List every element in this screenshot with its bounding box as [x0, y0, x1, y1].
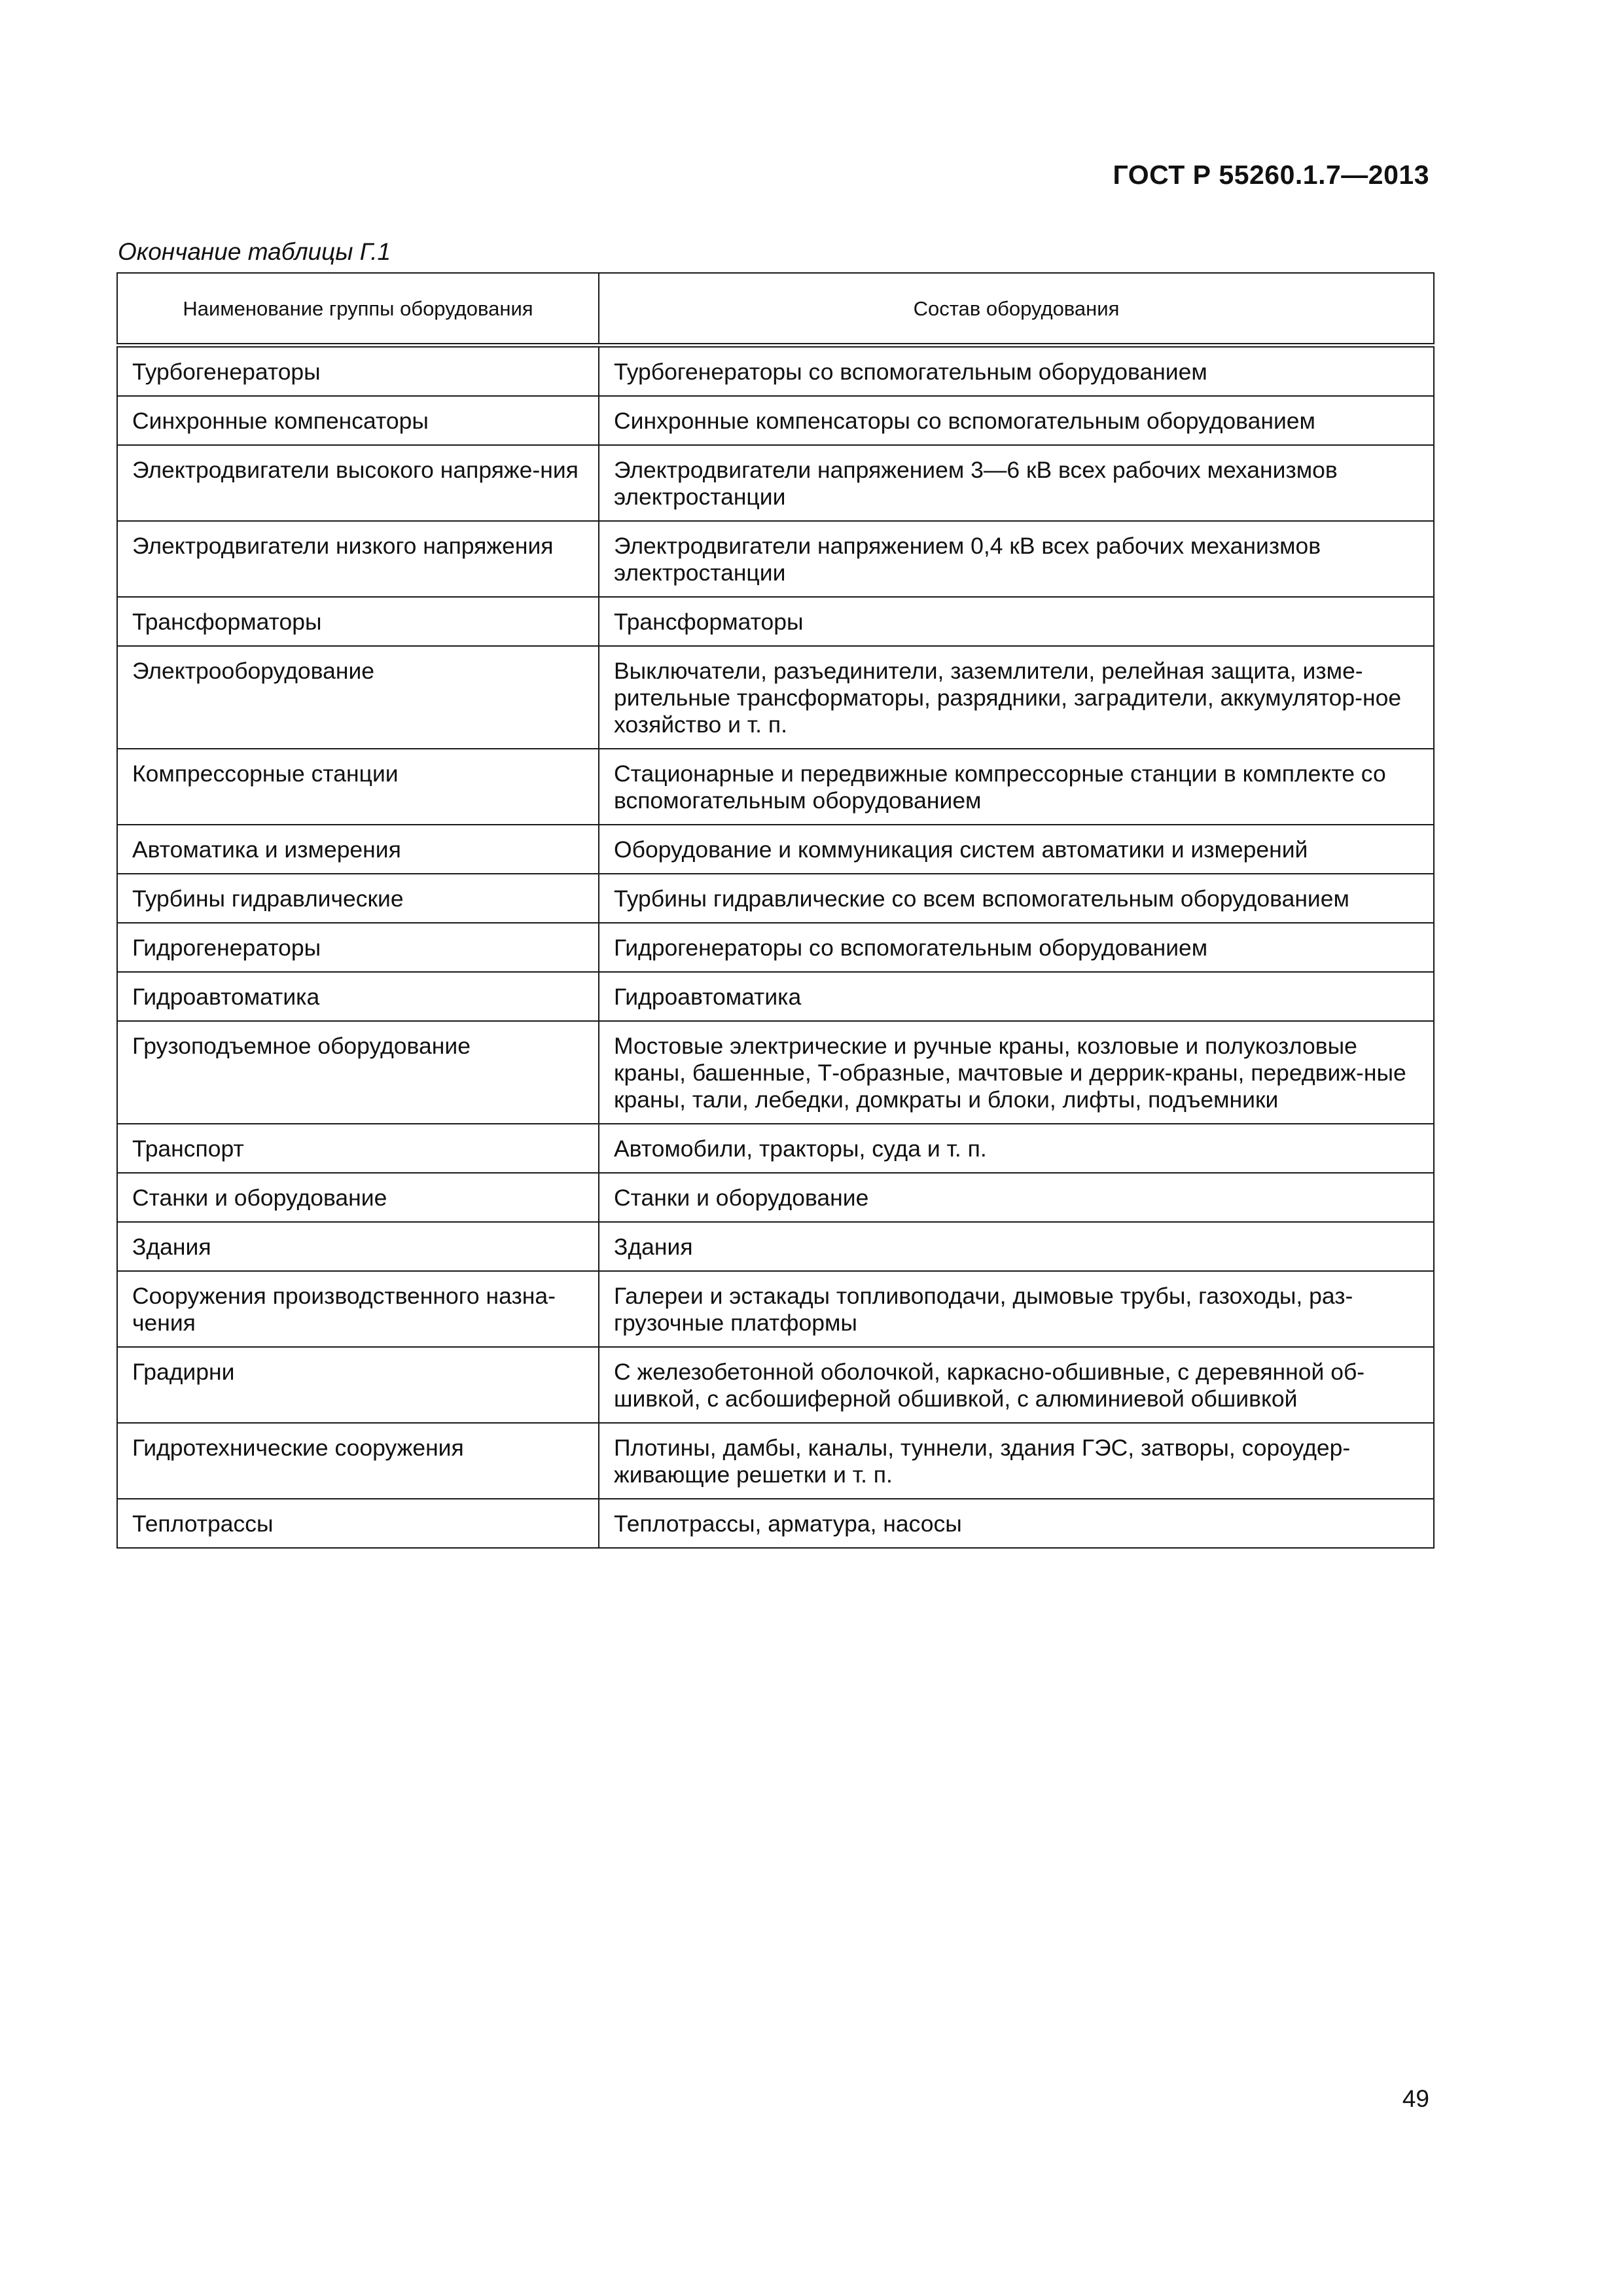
table-row — [117, 597, 1434, 646]
equipment-composition-cell: Гидрогенераторы со вспомогательным оборудованием — [599, 923, 1434, 972]
equipment-group-cell: Станки и оборудование — [117, 1173, 599, 1222]
equipment-group-cell: Гидрогенераторы — [117, 923, 599, 972]
equipment-composition-cell: Стационарные и передвижные компрессорные станции в комплекте со вспомогательным оборудованием — [599, 749, 1434, 825]
table-row — [117, 521, 1434, 597]
equipment-composition-cell: С железобетонной оболочкой, каркасно-обшивные, с деревянной об-шивкой, с асбошиферной обшивкой, с алюминиевой обшивкой — [599, 1347, 1434, 1423]
equipment-group-cell: Гидротехнические сооружения — [117, 1423, 599, 1499]
table-row — [117, 396, 1434, 445]
equipment-composition-cell: Трансформаторы — [599, 597, 1434, 646]
table-row — [117, 1173, 1434, 1222]
table-row — [117, 1423, 1434, 1499]
equipment-composition-cell: Турбины гидравлические со всем вспомогательным оборудованием — [599, 874, 1434, 923]
document-header: ГОСТ Р 55260.1.7—2013 — [1113, 160, 1429, 190]
equipment-group-cell: Турбины гидравлические — [117, 874, 599, 923]
table-row — [117, 825, 1434, 874]
equipment-group-cell: Электродвигатели низкого напряжения — [117, 521, 599, 597]
equipment-group-cell: Электродвигатели высокого напряже-ния — [117, 445, 599, 521]
table-row — [117, 1124, 1434, 1173]
table-row — [117, 749, 1434, 825]
equipment-composition-cell: Галереи и эстакады топливоподачи, дымовые трубы, газоходы, раз-грузочные платформы — [599, 1271, 1434, 1347]
equipment-composition-cell: Здания — [599, 1222, 1434, 1271]
equipment-composition-cell: Автомобили, тракторы, суда и т. п. — [599, 1124, 1434, 1173]
table-row — [117, 972, 1434, 1021]
equipment-group-cell: Турбогенераторы — [117, 346, 599, 397]
equipment-group-cell: Электрооборудование — [117, 646, 599, 749]
equipment-group-cell: Градирни — [117, 1347, 599, 1423]
equipment-composition-cell: Электродвигатели напряжением 3—6 кВ всех рабочих механизмов электростанции — [599, 445, 1434, 521]
table-row — [117, 646, 1434, 749]
table-row — [117, 1347, 1434, 1423]
table-caption: Окончание таблицы Г.1 — [118, 238, 391, 265]
equipment-group-cell: Грузоподъемное оборудование — [117, 1021, 599, 1124]
equipment-composition-cell: Оборудование и коммуникация систем автоматики и измерений — [599, 825, 1434, 874]
equipment-composition-cell: Теплотрассы, арматура, насосы — [599, 1499, 1434, 1548]
table-row — [117, 923, 1434, 972]
equipment-composition-cell: Турбогенераторы со вспомогательным оборудованием — [599, 346, 1434, 397]
table-row — [117, 874, 1434, 923]
table-row — [117, 346, 1434, 397]
equipment-composition-cell: Электродвигатели напряжением 0,4 кВ всех рабочих механизмов электростанции — [599, 521, 1434, 597]
table-row — [117, 1222, 1434, 1271]
equipment-group-cell: Компрессорные станции — [117, 749, 599, 825]
table-body — [117, 346, 1434, 1549]
equipment-composition-cell: Плотины, дамбы, каналы, туннели, здания ГЭС, затворы, сороудер-живающие решетки и т. п. — [599, 1423, 1434, 1499]
table-row — [117, 1021, 1434, 1124]
equipment-composition-cell: Станки и оборудование — [599, 1173, 1434, 1222]
equipment-group-cell: Здания — [117, 1222, 599, 1271]
column-header-group: Наименование группы оборудования — [117, 273, 599, 346]
table-row — [117, 1271, 1434, 1347]
equipment-table — [116, 272, 1435, 1549]
equipment-group-cell: Транспорт — [117, 1124, 599, 1173]
page-number: 49 — [1402, 2085, 1429, 2112]
equipment-composition-cell: Мостовые электрические и ручные краны, козловые и полукозловые краны, башенные, Т-образные, мачтовые и деррик-краны, передвиж-ные краны, тали, лебедки, домкраты и блоки, лифты, подъемники — [599, 1021, 1434, 1124]
equipment-composition-cell: Выключатели, разъединители, заземлители, релейная защита, изме-рительные трансформаторы, разрядники, заградители, аккумулятор-ное хозяйство и т. п. — [599, 646, 1434, 749]
equipment-group-cell: Автоматика и измерения — [117, 825, 599, 874]
column-header-composition: Состав оборудования — [599, 273, 1434, 346]
equipment-composition-cell: Гидроавтоматика — [599, 972, 1434, 1021]
table-row — [117, 1499, 1434, 1548]
equipment-group-cell: Гидроавтоматика — [117, 972, 599, 1021]
equipment-group-cell: Сооружения производственного назна-чения — [117, 1271, 599, 1347]
equipment-group-cell: Синхронные компенсаторы — [117, 396, 599, 445]
table-row — [117, 445, 1434, 521]
equipment-group-cell: Трансформаторы — [117, 597, 599, 646]
equipment-composition-cell: Синхронные компенсаторы со вспомогательным оборудованием — [599, 396, 1434, 445]
equipment-group-cell: Теплотрассы — [117, 1499, 599, 1548]
table-header-row — [117, 273, 1434, 346]
